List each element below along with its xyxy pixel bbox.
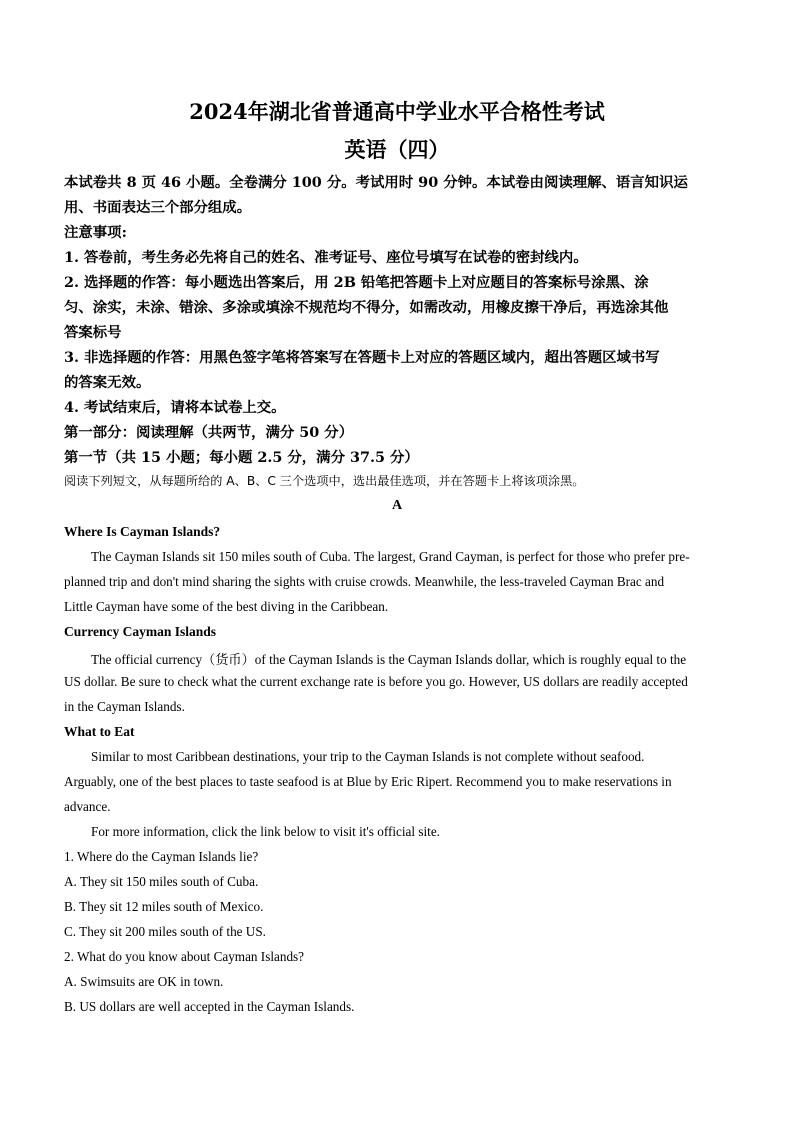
question-1-option-a: A. They sit 150 miles south of Cuba. — [64, 874, 259, 889]
question-2-option-b: B. US dollars are well accepted in the Cayman Islands. — [64, 999, 355, 1014]
question-1-option-c: C. They sit 200 miles south of the US. — [64, 924, 266, 939]
heading-where: Where Is Cayman Islands? — [64, 524, 221, 539]
paragraph-2-line-1: The official currency（货币）of the Cayman Islands is the Cayman Islands dollar, which is roughly equal to the — [91, 652, 687, 667]
question-1-option-b: B. They sit 12 miles south of Mexico. — [64, 899, 264, 914]
note-2-line-3: 答案标号 — [64, 324, 122, 341]
note-2-line-1: 2. 选择题的作答：每小题选出答案后，用 2B 铅笔把答题卡上对应题目的答案标号涂黑、涂 — [64, 274, 649, 291]
passage-label: A — [391, 498, 403, 513]
part-1-heading: 第一部分：阅读理解（共两节，满分 50 分） — [64, 424, 354, 441]
exam-title: 2024年湖北省普通高中学业水平合格性考试 — [189, 99, 605, 124]
heading-currency: Currency Cayman Islands — [64, 624, 217, 639]
notes-heading: 注意事项: — [64, 224, 127, 241]
note-1: 1. 答卷前，考生务必先将自己的姓名、准考证号、座位号填写在试卷的密封线内。 — [64, 249, 588, 266]
question-1: 1. Where do the Cayman Islands lie? — [64, 849, 259, 864]
note-3-line-1: 3. 非选择题的作答：用黑色签字笔将答案写在答题卡上对应的答题区域内，超出答题区域书写 — [64, 349, 660, 366]
exam-subtitle: 英语（四） — [344, 137, 450, 162]
heading-what-to-eat: What to Eat — [64, 724, 135, 739]
paragraph-3-line-1: Similar to most Caribbean destinations, your trip to the Cayman Islands is not complete without seafood. — [91, 749, 645, 764]
note-2-line-2: 匀、涂实，未涂、错涂、多涂或填涂不规范均不得分，如需改动，用橡皮擦干净后，再选涂其他 — [64, 299, 669, 316]
paragraph-1-line-2: planned trip and don't mind sharing the sights with cruise crowds. Meanwhile, the less-traveled Cayman Brac and — [64, 574, 665, 589]
note-3-line-2: 的答案无效。 — [64, 374, 151, 391]
paragraph-4: For more information, click the link below to visit it's official site. — [91, 824, 440, 839]
question-2-option-a: A. Swimsuits are OK in town. — [64, 974, 224, 989]
intro-line-1: 本试卷共 8 页 46 小题。全卷满分 100 分。考试用时 90 分钟。本试卷由阅读理解、语言知识运 — [64, 174, 688, 191]
paragraph-2-line-3: in the Cayman Islands. — [64, 699, 185, 714]
note-4: 4. 考试结束后，请将本试卷上交。 — [64, 399, 286, 416]
paragraph-1-line-3: Little Cayman have some of the best diving in the Caribbean. — [64, 599, 389, 614]
paragraph-2-line-2: US dollar. Be sure to check what the current exchange rate is before you go. However, US dollars are readily accepted — [64, 674, 688, 689]
paragraph-3-line-2: Arguably, one of the best places to taste seafood is at Blue by Eric Ripert. Recommend you to make reservations in — [64, 774, 672, 789]
paragraph-3-line-3: advance. — [64, 799, 111, 814]
question-2: 2. What do you know about Cayman Islands? — [64, 949, 305, 964]
intro-line-2: 用、书面表达三个部分组成。 — [64, 199, 252, 216]
paragraph-1-line-1: The Cayman Islands sit 150 miles south of Cuba. The largest, Grand Cayman, is perfect for those who prefer pre- — [91, 549, 690, 564]
section-1-heading: 第一节（共 15 小题；每小题 2.5 分，满分 37.5 分） — [64, 449, 419, 466]
reading-instruction: 阅读下列短文，从每题所给的 A、B、C 三个选项中，选出最佳选项，并在答题卡上将该项涂黑。 — [64, 474, 585, 488]
